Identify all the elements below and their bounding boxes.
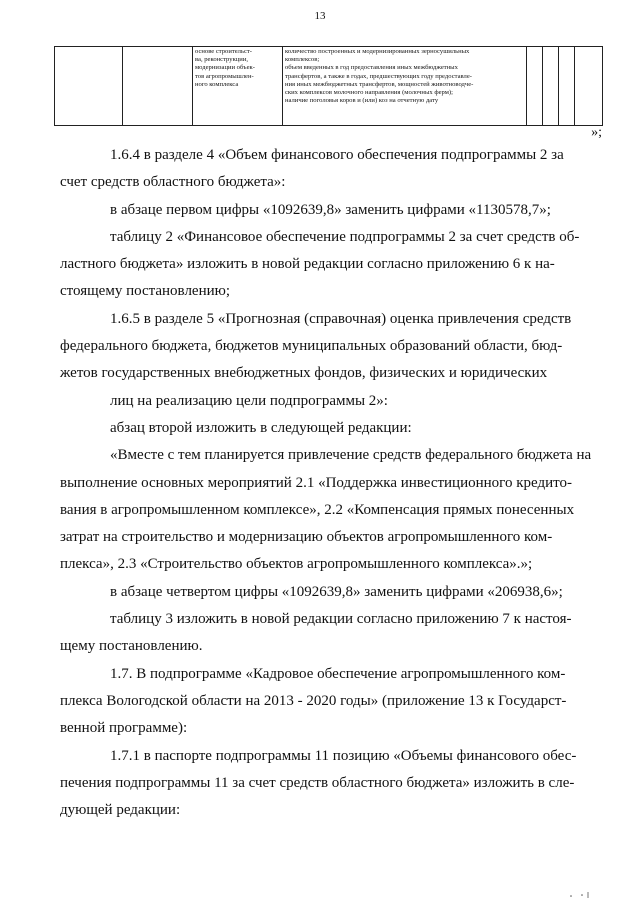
text-line: затрат на строительство и модернизацию объектов агропромышленного ком- [60, 529, 553, 546]
cell-text-line: ских комплексов молочного направления (молочных ферм); [285, 89, 453, 97]
cell-text-line: ного комплекса [195, 80, 239, 88]
table-cell [527, 47, 543, 126]
text-line: 1.7.1 в паспорте подпрограммы 11 позицию «Объемы финансового обес- [110, 747, 577, 764]
text-line: выполнение основных мероприятий 2.1 «Поддержка инвестиционного кредито- [60, 474, 572, 491]
text-line: абзац второй изложить в следующей редакции: [110, 419, 412, 436]
paragraph [60, 606, 602, 661]
text-line: 1.7. В подпрограмме «Кадровое обеспечение агропромышленного ком- [110, 665, 566, 682]
text-line: стоящему постановлению; [60, 283, 231, 300]
table-fragment [54, 46, 603, 126]
text-line: «Вместе с тем планируется привлечение средств федерального бюджета на [110, 447, 592, 464]
text-line: венной программе): [60, 720, 188, 737]
table-cell [559, 47, 575, 126]
paragraph [60, 743, 602, 825]
text-line: счет средств областного бюджета»: [60, 174, 286, 191]
cell-text-line: модернизации объек- [195, 64, 255, 72]
paragraph [60, 661, 602, 743]
text-line: жетов государственных внебюджетных фондов, физических и юридических [60, 365, 548, 382]
table-cell-indicators [283, 47, 527, 126]
text-line: плекса Вологодской области на 2013 - 2020 годы» (приложение 13 к Государст- [60, 692, 567, 709]
closing-quote: »; [591, 125, 602, 140]
text-line: лиц на реализацию цели подпрограммы 2»: [110, 392, 388, 409]
text-line: печения подпрограммы 11 за счет средств областного бюджета» изложить в сле- [60, 774, 575, 791]
paragraph [60, 306, 602, 388]
text-line: вания в агропромышленном комплексе», 2.2 «Компенсация прямых понесенных [60, 501, 575, 518]
paragraph [60, 388, 602, 415]
text-line: в абзаце первом цифры «1092639,8» заменить цифрами «1130578,7»; [110, 201, 551, 218]
text-line: 1.6.4 в разделе 4 «Объем финансового обеспечения подпрограммы 2 за [110, 147, 564, 163]
paragraph [60, 415, 602, 442]
cell-text-line: трансфертов, а также в годах, предшествующих году предоставле- [285, 72, 472, 80]
text-line: ластного бюджета» изложить в новой редакции согласно приложению 6 к на- [60, 256, 555, 273]
page-number: 13 [314, 10, 326, 22]
cell-text-line: тов агропромышлен- [195, 72, 254, 80]
table-cell [55, 47, 123, 126]
cell-text-line: наличие поголовья коров и (или) коз на отчетную дату [285, 97, 439, 105]
table-cell [543, 47, 559, 126]
table-cell [575, 47, 603, 126]
table-cell-activity [193, 47, 283, 126]
paragraph [60, 142, 602, 197]
paragraph [60, 442, 602, 578]
text-line: в абзаце четвертом цифры «1092639,8» заменить цифрами «206938,6»; [110, 583, 563, 600]
cell-text-line: количество построенных и модернизированных зерносушильных [285, 48, 470, 55]
text-line: дующей редакции: [60, 802, 181, 819]
text-line: таблицу 2 «Финансовое обеспечение подпрограммы 2 за счет средств об- [110, 228, 580, 245]
cell-text-line: ва, реконструкции, [195, 56, 249, 64]
document-body [60, 142, 602, 824]
table-row [55, 47, 603, 126]
cell-text-line: объем введенных в год предоставления иных межбюджетных [285, 64, 458, 72]
text-line: федерального бюджета, бюджетов муниципальных образований области, бюд- [60, 338, 563, 355]
paragraph [60, 224, 602, 306]
text-line: 1.6.5 в разделе 5 «Прогнозная (справочная) оценка привлечения средств [110, 310, 572, 327]
paragraph [60, 579, 602, 606]
text-line: таблицу 3 изложить в новой редакции согласно приложению 7 к настоя- [110, 611, 572, 628]
cell-text-line: основе строительст- [195, 48, 252, 55]
text-line: плекса», 2.3 «Строительство объектов агропромышленного комплекса».»; [60, 556, 533, 573]
table-cell [123, 47, 193, 126]
cell-text-line: комплексов; [285, 56, 320, 64]
cell-text-line: ния иных межбюджетных трансфертов, мощностей животноводче- [285, 80, 474, 88]
text-line: щему постановлению. [60, 638, 203, 655]
paragraph [60, 197, 602, 224]
scan-mark [568, 891, 592, 899]
